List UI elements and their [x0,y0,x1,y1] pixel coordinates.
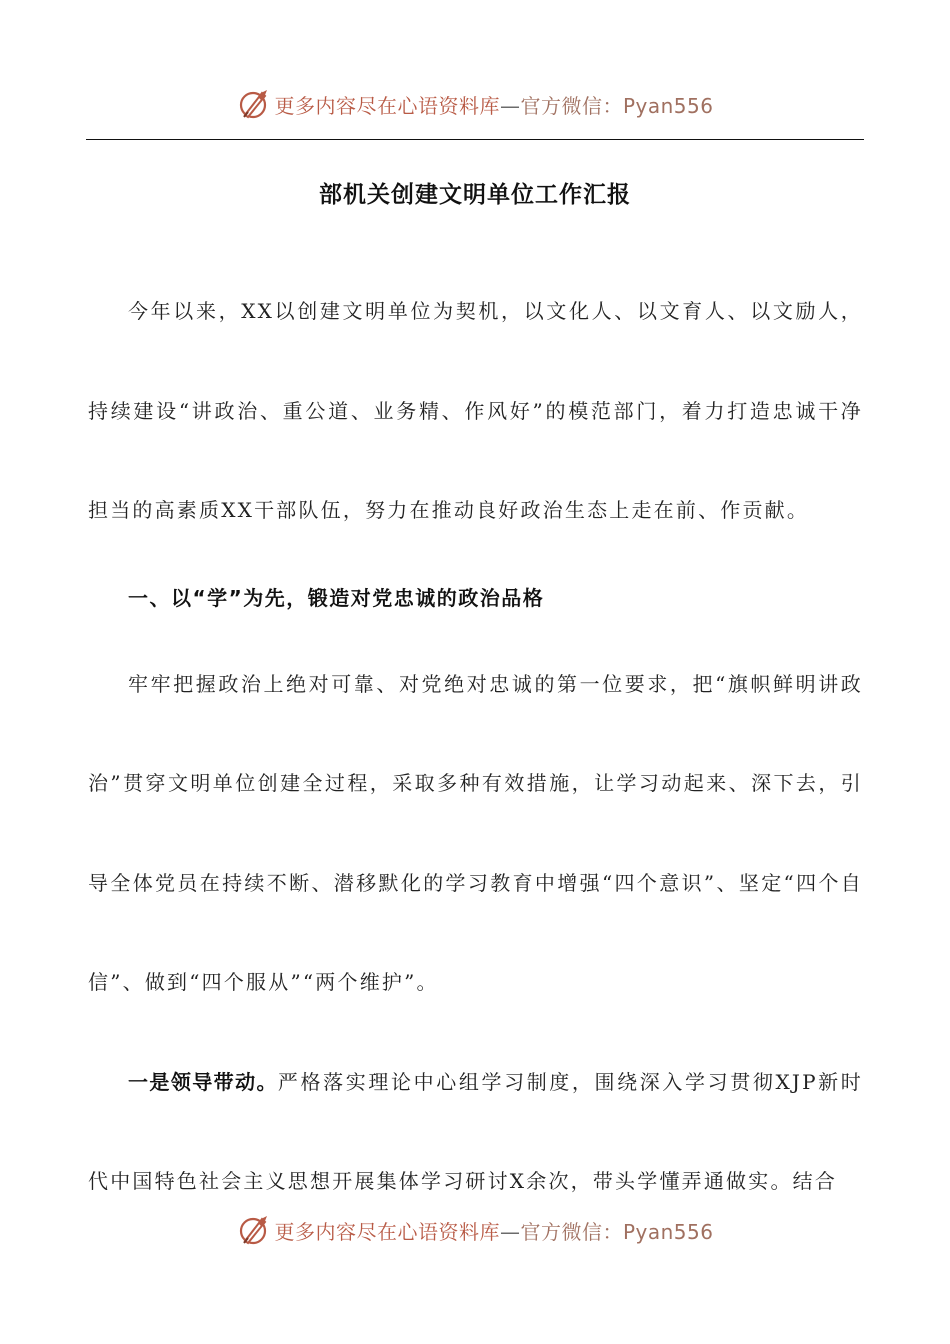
paragraph-lead-label: 一是领导带动。 [128,1069,278,1094]
banner-separator: — [499,1219,521,1244]
banner-separator: — [499,93,521,118]
banner-wechat: 官方微信：Pyan556 [520,1219,714,1244]
banner-wechat: 官方微信：Pyan556 [520,93,714,118]
quill-logo-icon [236,87,270,121]
section-heading-1: 一、以“学”为先，锻造对党忠诚的政治品格 [128,585,545,610]
paragraph-intro: 今年以来，XX以创建文明单位为契机，以文化人、以文育人、以文励人，持续建设“讲政治、重公道、业务精、作风好”的模范部门，着力打造忠诚干净担当的高素质XX干部队伍，努力在推动良好政治生态上走在前、作贡献。 [88,299,863,522]
banner-text [274,1216,713,1245]
paragraph-lead-text: 严格落实理论中心组学习制度，围绕深入学习贯彻XJP新时代中国特色社会主义思想开展集体学习研讨X余次，带头学懂弄通做实。结合 [88,1069,864,1193]
document-body [88,262,863,1232]
quill-logo-icon [236,1213,270,1247]
banner-slogan: 更多内容尽在心语资料库 [274,1219,500,1244]
paragraph-leadership [88,1033,863,1232]
header-banner [0,84,950,124]
banner-slogan: 更多内容尽在心语资料库 [274,93,500,118]
banner-text [274,90,713,119]
footer-banner [0,1210,950,1250]
paragraph-section-1: 牢牢把握政治上绝对可靠、对党绝对忠诚的第一位要求，把“旗帜鲜明讲政治”贯穿文明单位创建全过程，采取多种有效措施，让学习动起来、深下去，引导全体党员在持续不断、潜移默化的学习教育中增强“四个意识”、坚定“四个自信”、做到“四个服从”“两个维护”。 [88,671,863,994]
document-title: 部机关创建文明单位工作汇报 [319,182,631,208]
header-divider [86,139,864,140]
